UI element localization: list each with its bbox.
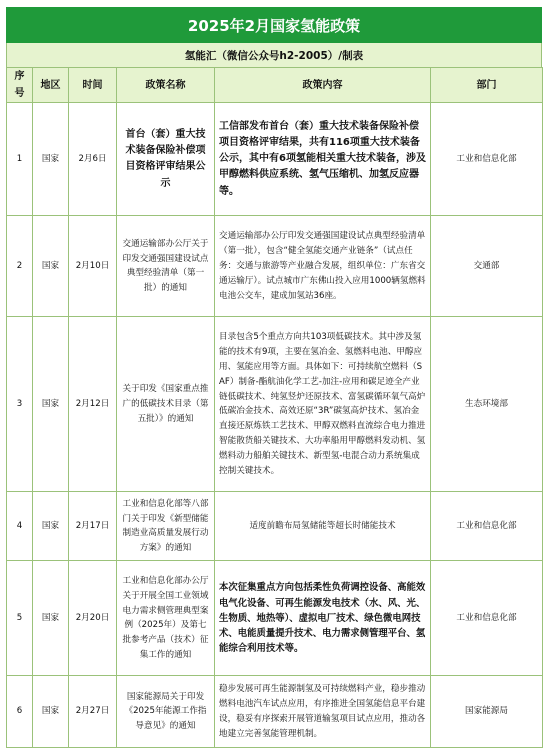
table-row (7, 103, 543, 216)
row-policy-content: 工信部发布首台（套）重大技术装备保险补偿项目资格评审结果，共有116项重大技术装备公示，其中有6项氢能相关重大技术装备，涉及甲醇燃料供应系统、氢气压缩机、加氢反应器等。 (215, 103, 431, 216)
row-policy-content: 交通运输部办公厅印发交通强国建设试点典型经验清单（第一批），包含“健全氢能交通产业链条”（试点任务：交通与旅游等产业融合发展，组织单位：广东省交通运输厅）。试点城市广东佛山投入应用1000辆氢燃料电池公交车，建成加氢站36座。 (215, 216, 431, 317)
row-department: 工业和信息化部 (431, 103, 543, 216)
row-policy-content: 目录包含5个重点方向共103项低碳技术。其中涉及氢能的技术有9项，主要在氢冶金、氢燃料电池、甲醇应用、氢能应用等方面。具体如下：可持续航空燃料（SAF）制备-酯航油化学工艺-加注-应用和碳足迹全产业链低碳技术、纯氢竖炉还原技术、富氢碳循环氧气高炉低碳冶金技术、高效还原“3R”碳氢高炉技术、氢冶金直接还原炼铁工艺技术、甲醇双燃料直流综合电力推进智能散货船关键技术、大功率船用甲醇燃料发动机、氢燃料动力船舶关键技术、新型氢-电混合动力系统集成控制关键技术。 (215, 317, 431, 492)
row-date: 2月17日 (69, 492, 117, 561)
row-policy-name: 工业和信息化部等八部门关于印发《新型储能制造业高质量发展行动方案》的通知 (117, 492, 215, 561)
table-row (7, 492, 543, 561)
row-region: 国家 (33, 676, 69, 748)
row-date: 2月20日 (69, 561, 117, 676)
row-region: 国家 (33, 216, 69, 317)
header-no: 序号 (7, 68, 33, 103)
row-no: 3 (7, 317, 33, 492)
header-policy-content: 政策内容 (215, 68, 431, 103)
row-no: 2 (7, 216, 33, 317)
row-policy-name: 工业和信息化部办公厅关于开展全国工业领域电力需求侧管理典型案例（2025年）及第七批参考产品（技术）征集工作的通知 (117, 561, 215, 676)
header-policy-name: 政策名称 (117, 68, 215, 103)
row-policy-content: 本次征集重点方向包括柔性负荷调控设备、高能效电气化设备、可再生能源发电技术（水、风、光、生物质、地热等）、虚拟电厂技术、绿色微电网技术、电能质量提升技术、电力需求侧管理平台、氢能综合利用技术等。 (215, 561, 431, 676)
table-row (7, 216, 543, 317)
table-subtitle: 氢能汇（微信公众号h2-2005）/制表 (6, 43, 542, 67)
row-department: 国家能源局 (431, 676, 543, 748)
table-header-row (7, 68, 543, 103)
row-department: 工业和信息化部 (431, 561, 543, 676)
table-row (7, 561, 543, 676)
row-no: 5 (7, 561, 33, 676)
policy-table (6, 67, 543, 748)
row-no: 4 (7, 492, 33, 561)
row-policy-content: 稳步发展可再生能源制氢及可持续燃料产业，稳步推动燃料电池汽车试点应用，有序推进全国氢能信息平台建设，稳妥有序探索开展管道输氢项目试点应用，推动各地建立完善氢能管理机制。 (215, 676, 431, 748)
row-region: 国家 (33, 492, 69, 561)
row-date: 2月12日 (69, 317, 117, 492)
row-department: 生态环境部 (431, 317, 543, 492)
row-policy-content: 适度前瞻布局氢储能等超长时储能技术 (215, 492, 431, 561)
header-region: 地区 (33, 68, 69, 103)
row-no: 1 (7, 103, 33, 216)
row-date: 2月6日 (69, 103, 117, 216)
row-no: 6 (7, 676, 33, 748)
header-department: 部门 (431, 68, 543, 103)
table-row (7, 676, 543, 748)
row-date: 2月10日 (69, 216, 117, 317)
row-policy-name: 关于印发《国家重点推广的低碳技术目录（第五批）》的通知 (117, 317, 215, 492)
row-region: 国家 (33, 103, 69, 216)
row-region: 国家 (33, 317, 69, 492)
header-date: 时间 (69, 68, 117, 103)
table-title: 2025年2月国家氢能政策 (6, 7, 542, 43)
row-policy-name: 国家能源局关于印发《2025年能源工作指导意见》的通知 (117, 676, 215, 748)
row-policy-name: 交通运输部办公厅关于印发交通强国建设试点典型经验清单（第一批）的通知 (117, 216, 215, 317)
row-date: 2月27日 (69, 676, 117, 748)
row-region: 国家 (33, 561, 69, 676)
table-row (7, 317, 543, 492)
row-department: 工业和信息化部 (431, 492, 543, 561)
row-department: 交通部 (431, 216, 543, 317)
row-policy-name: 首台（套）重大技术装备保险补偿项目资格评审结果公示 (117, 103, 215, 216)
